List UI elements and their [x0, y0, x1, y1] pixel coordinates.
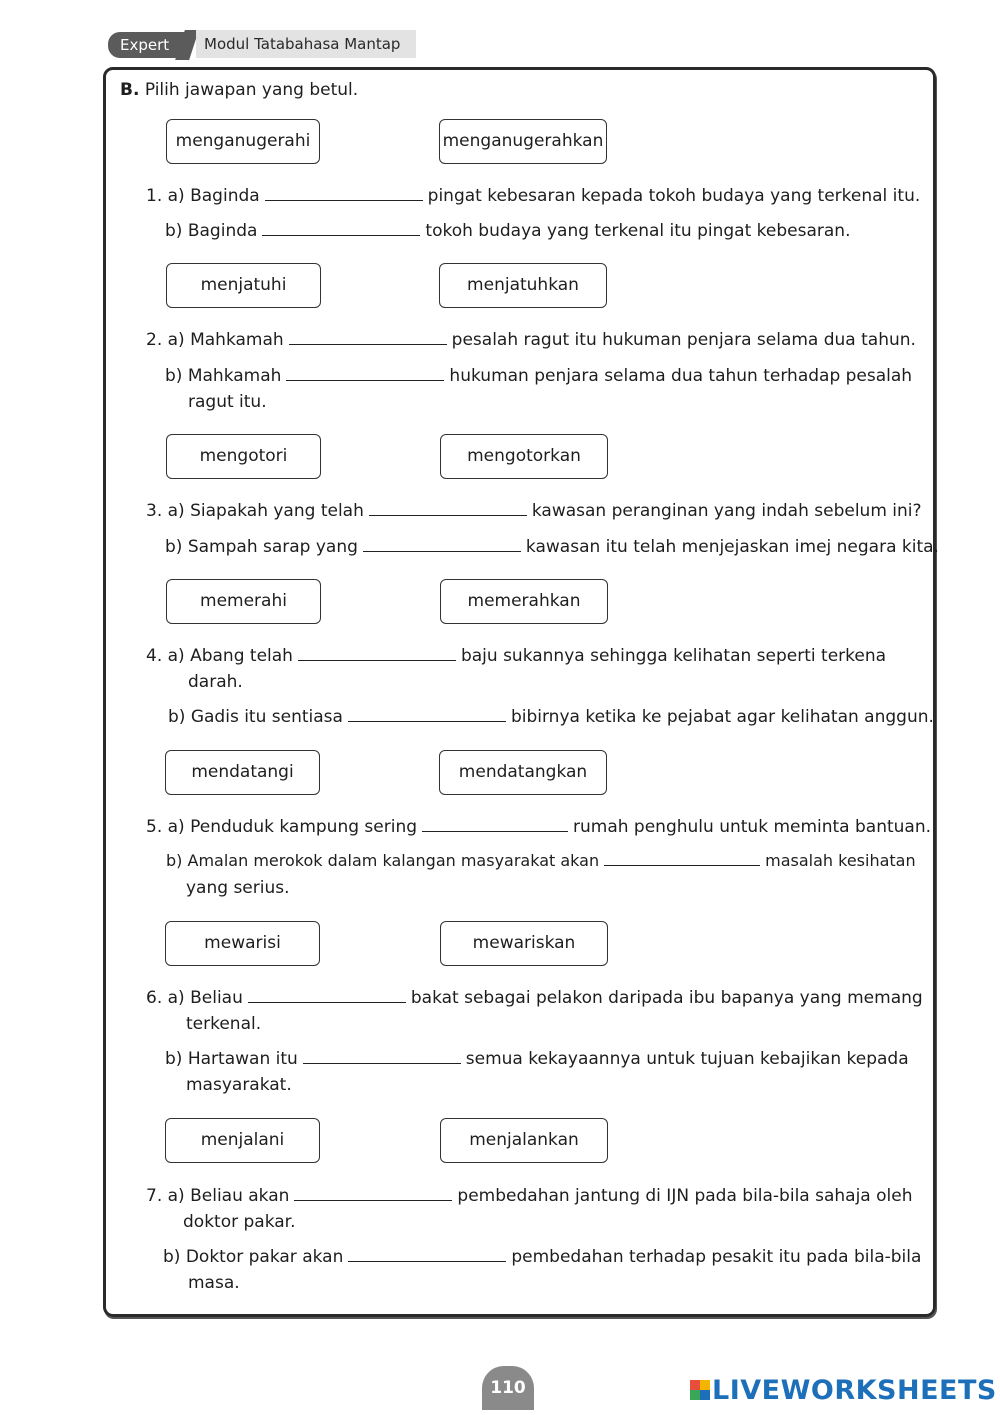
question-number: 3. a) [146, 501, 185, 521]
question-6b [165, 1048, 909, 1070]
question-text: pembedahan jantung di IJN pada bila-bila sahaja oleh [457, 1186, 913, 1206]
question-6a [146, 987, 923, 1009]
question-text: Hartawan itu [187, 1049, 298, 1069]
question-number: b) [163, 1247, 181, 1267]
question-1b [165, 220, 850, 242]
answer-blank[interactable] [422, 817, 568, 832]
question-number: b) [165, 221, 183, 241]
question-3a [146, 500, 922, 522]
header-module-title: Modul Tatabahasa Mantap [196, 30, 416, 58]
question-text: Beliau [190, 988, 243, 1008]
question-text: kawasan peranginan yang indah sebelum ini? [531, 501, 922, 521]
question-text: Penduduk kampung sering [190, 817, 418, 837]
question-2b [165, 365, 912, 387]
answer-blank[interactable] [348, 1247, 506, 1262]
question-number: b) [165, 1049, 183, 1069]
question-text: Mahkamah [190, 330, 284, 350]
instruction [120, 80, 358, 100]
answer-blank[interactable] [289, 330, 447, 345]
option-box[interactable]: menjatuhkan [439, 263, 607, 308]
page-number: 110 [482, 1366, 534, 1410]
option-box[interactable]: mengotorkan [440, 434, 608, 479]
brand-name: LIVEWORKSHEETS [712, 1375, 997, 1406]
option-box[interactable]: memerahkan [440, 579, 608, 624]
question-text: tokoh budaya yang terkenal itu pingat kebesaran. [425, 221, 851, 241]
question-text: Sampah sarap yang [187, 537, 358, 557]
instruction-text: Pilih jawapan yang betul. [139, 80, 359, 100]
question-text: Baginda [190, 186, 260, 206]
answer-blank[interactable] [286, 366, 444, 381]
option-box[interactable]: mendatangkan [439, 750, 607, 795]
question-text: Gadis itu sentiasa [190, 707, 343, 727]
question-number: b) [168, 707, 186, 727]
question-text: masalah kesihatan [765, 851, 916, 870]
question-number: 4. a) [146, 646, 185, 666]
question-6b-continued: masyarakat. [186, 1075, 292, 1095]
option-box[interactable]: menjalankan [440, 1118, 608, 1163]
question-7a [146, 1185, 913, 1207]
question-2b-continued: ragut itu. [188, 392, 267, 412]
answer-blank[interactable] [265, 186, 423, 201]
question-text: Baginda [187, 221, 258, 241]
option-box[interactable]: mewariskan [440, 921, 608, 966]
question-text: Abang telah [190, 646, 293, 666]
answer-blank[interactable] [262, 221, 420, 236]
question-text: Amalan merokok dalam kalangan masyarakat akan [187, 851, 600, 870]
question-text: pingat kebesaran kepada tokoh budaya yang terkenal itu. [427, 186, 921, 206]
question-number: 6. a) [146, 988, 185, 1008]
question-number: 1. a) [146, 186, 185, 206]
question-5b [166, 850, 916, 872]
question-5a [146, 816, 931, 838]
option-box[interactable]: menjalani [165, 1118, 320, 1163]
question-text: pembedahan terhadap pesakit itu pada bila-bila [511, 1247, 922, 1267]
answer-blank[interactable] [298, 646, 456, 661]
option-box[interactable]: mengotori [166, 434, 321, 479]
question-7b-continued: masa. [188, 1273, 240, 1293]
option-box[interactable]: memerahi [166, 579, 321, 624]
question-text: Siapakah yang telah [190, 501, 364, 521]
question-number: b) [166, 851, 183, 870]
question-number: 2. a) [146, 330, 185, 350]
section-letter: B. [120, 80, 140, 100]
answer-blank[interactable] [248, 988, 406, 1003]
question-4a-continued: darah. [188, 672, 243, 692]
question-number: b) [165, 366, 183, 386]
question-7b [163, 1246, 921, 1268]
header-tag: Expert [108, 32, 186, 58]
question-7a-continued: doktor pakar. [183, 1212, 296, 1232]
option-box[interactable]: mendatangi [165, 750, 320, 795]
page-header [108, 30, 416, 58]
question-text: pesalah ragut itu hukuman penjara selama dua tahun. [451, 330, 916, 350]
option-box[interactable]: menganugerahi [166, 119, 320, 164]
question-3b [165, 536, 939, 558]
question-text: bakat sebagai pelakon daripada ibu bapanya yang memang [410, 988, 923, 1008]
question-text: baju sukannya sehingga kelihatan seperti terkena [460, 646, 887, 666]
question-5b-continued: yang serius. [186, 878, 290, 898]
question-text: Doktor pakar akan [185, 1247, 344, 1267]
answer-blank[interactable] [604, 851, 760, 866]
question-2a [146, 329, 916, 351]
question-text: Beliau akan [190, 1186, 290, 1206]
liveworksheets-logo-icon [690, 1380, 710, 1400]
question-text: Mahkamah [187, 366, 282, 386]
question-number: 5. a) [146, 817, 185, 837]
question-number: b) [165, 537, 183, 557]
option-box[interactable]: menganugerahkan [439, 119, 607, 164]
question-text: rumah penghulu untuk meminta bantuan. [573, 817, 932, 837]
question-6a-continued: terkenal. [186, 1014, 262, 1034]
answer-blank[interactable] [303, 1049, 461, 1064]
question-1a [146, 185, 920, 207]
answer-blank[interactable] [363, 537, 521, 552]
answer-blank[interactable] [294, 1186, 452, 1201]
question-4a [146, 645, 886, 667]
option-box[interactable]: mewarisi [165, 921, 320, 966]
question-text: semua kekayaannya untuk tujuan kebajikan kepada [465, 1049, 909, 1069]
question-number: 7. a) [146, 1186, 185, 1206]
answer-blank[interactable] [369, 501, 527, 516]
question-text: kawasan itu telah menjejaskan imej negara kita. [525, 537, 939, 557]
question-text: hukuman penjara selama dua tahun terhadap pesalah [449, 366, 913, 386]
answer-blank[interactable] [348, 707, 506, 722]
question-4b [168, 706, 934, 728]
option-box[interactable]: menjatuhi [166, 263, 321, 308]
question-text: bibirnya ketika ke pejabat agar kelihatan anggun. [510, 707, 934, 727]
